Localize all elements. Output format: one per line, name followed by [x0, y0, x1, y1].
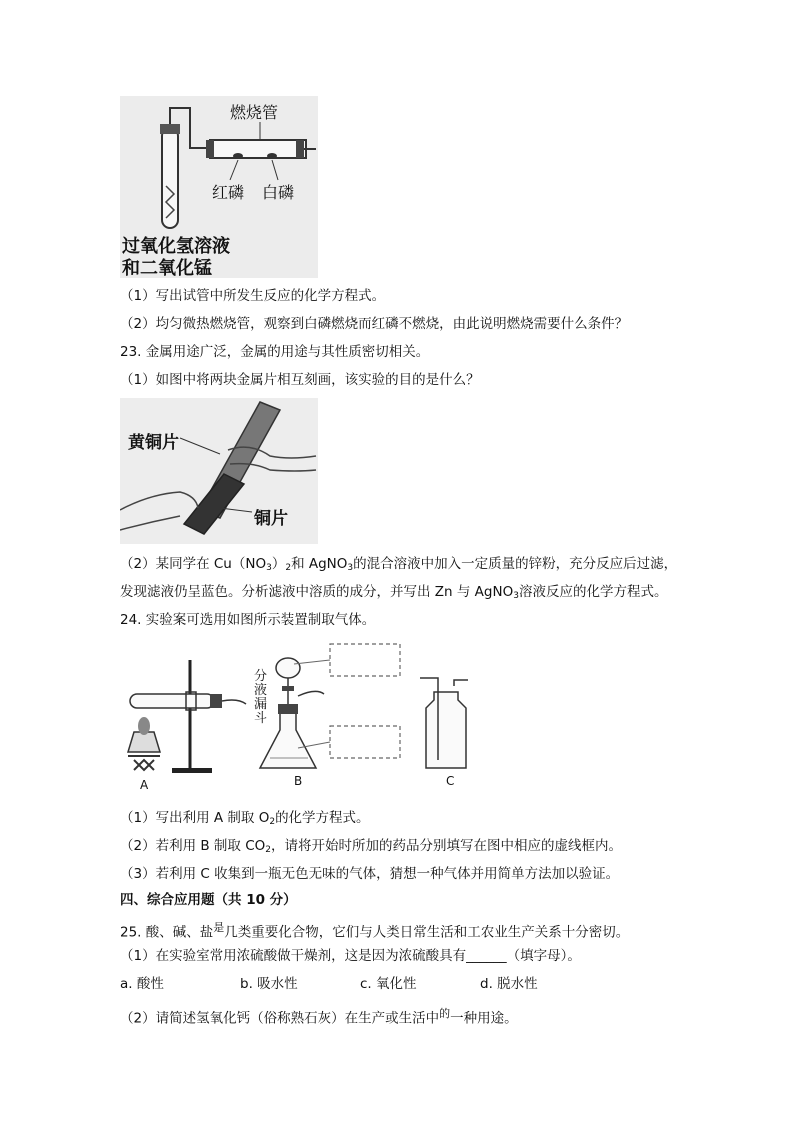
q24-stem: 24. 实验案可选用如图所示装置制取气体。: [120, 612, 376, 628]
q24-sub1: [120, 808, 370, 832]
q24-sub1-subscript: 2: [269, 817, 276, 827]
figure-combustion-apparatus: [120, 96, 318, 278]
q24-sub2: [120, 836, 622, 860]
option-d: d. 脱水性: [480, 976, 538, 992]
q25-stem-text-b: 几类重要化合物，它们与人类日常生活和工农业生产关系十分密切。: [224, 924, 630, 941]
q23-sub2-text-a: （2）某同学在 Cu（NO: [120, 556, 267, 572]
q24-sub1-text-b: 的化学方程式。: [275, 810, 370, 826]
q23-sub2-subscript-c: 3: [347, 563, 354, 573]
label-white-phosphorus: 白磷: [262, 183, 295, 202]
label-brass-plate: 黄铜片: [128, 433, 179, 453]
q23-sub2-line2: [120, 582, 667, 606]
label-solution-line1: 过氧化氢溶液: [122, 236, 230, 257]
q25-sub2-text-b: 一种用途。: [450, 1010, 518, 1027]
label-copper-plate: 铜片: [254, 509, 288, 529]
q25-stem: [120, 918, 629, 943]
q23-sub2-line2-text-b: 溶液反应的化学方程式。: [518, 584, 668, 600]
q23-sub2-line2-subscript: 3: [513, 591, 519, 601]
q23-sub2-line2-text-a: 发现滤液仍呈蓝色。分析滤液中溶质的成分，并写出 Zn 与 AgNO: [120, 584, 514, 600]
q25-stem-superscript: 是: [213, 921, 225, 934]
q24-sub2-text-a: （2）若利用 B 制取 CO: [120, 838, 266, 854]
q24-sub1-text-a: （1）写出利用 A 制取 O: [120, 810, 270, 826]
q23-stem: 23. 金属用途广泛，金属的用途与其性质密切相关。: [120, 344, 430, 360]
label-combustion-tube: 燃烧管: [230, 103, 279, 122]
option-a: a. 酸性: [120, 976, 164, 992]
figure-gas-apparatus: [120, 640, 480, 796]
q25-sub2-text-a: （2）请简述氢氧化钙（俗称熟石灰）在生产或生活中: [120, 1010, 440, 1027]
q23-sub2-text-c: 和 AgNO: [291, 556, 348, 572]
q25-sub2-superscript: 的: [439, 1007, 451, 1020]
q23-sub2-text-b: ）: [271, 556, 286, 572]
label-apparatus-a: A: [140, 778, 149, 792]
q24-sub3: （3）若利用 C 收集到一瓶无色无味的气体，猜想一种气体并用简单方法加以验证。: [120, 866, 620, 882]
q23-sub2-text-d: 的混合溶液中加入一定质量的锌粉，充分反应后过滤，: [353, 556, 678, 572]
q23-sub2-subscript-a: 3: [266, 563, 272, 573]
label-apparatus-b: B: [294, 774, 303, 788]
option-b: b. 吸水性: [240, 976, 298, 992]
q23-sub1: （1）如图中将两块金属片相互刻画，该实验的目的是什么？: [120, 372, 480, 388]
q23-sub2-line1: [120, 554, 677, 578]
q25-options: [120, 974, 600, 994]
q25-stem-text-a: 25. 酸、碱、盐: [120, 924, 214, 941]
section4-heading: 四、综合应用题（共 10 分）: [120, 892, 297, 908]
label-apparatus-c: C: [446, 774, 455, 788]
figure-metal-scratch: [120, 398, 318, 544]
q25-sub1: （1）在实验室常用浓硫酸做干燥剂，这是因为浓硫酸具有______（填字母）。: [120, 948, 581, 964]
metal-scratch-drawing: [120, 398, 318, 544]
option-c: c. 氧化性: [360, 976, 417, 992]
q24-sub2-subscript: 2: [265, 845, 272, 855]
gas-apparatus-drawing: [120, 640, 480, 796]
label-solution-line2: 和二氧化锰: [122, 258, 212, 279]
q24-sub2-text-b: ，请将开始时所加的药品分别填写在图中相应的虚线框内。: [271, 838, 623, 854]
q22-sub1: （1）写出试管中所发生反应的化学方程式。: [120, 288, 386, 304]
q23-sub2-subscript-b: 2: [285, 563, 292, 573]
q25-sub2: [120, 1004, 518, 1029]
label-separatory-funnel: 分液漏斗: [254, 669, 268, 726]
q22-sub2: （2）均匀微热燃烧管，观察到白磷燃烧而红磷不燃烧，由此说明燃烧需要什么条件？: [120, 316, 629, 332]
label-red-phosphorus: 红磷: [212, 183, 245, 202]
